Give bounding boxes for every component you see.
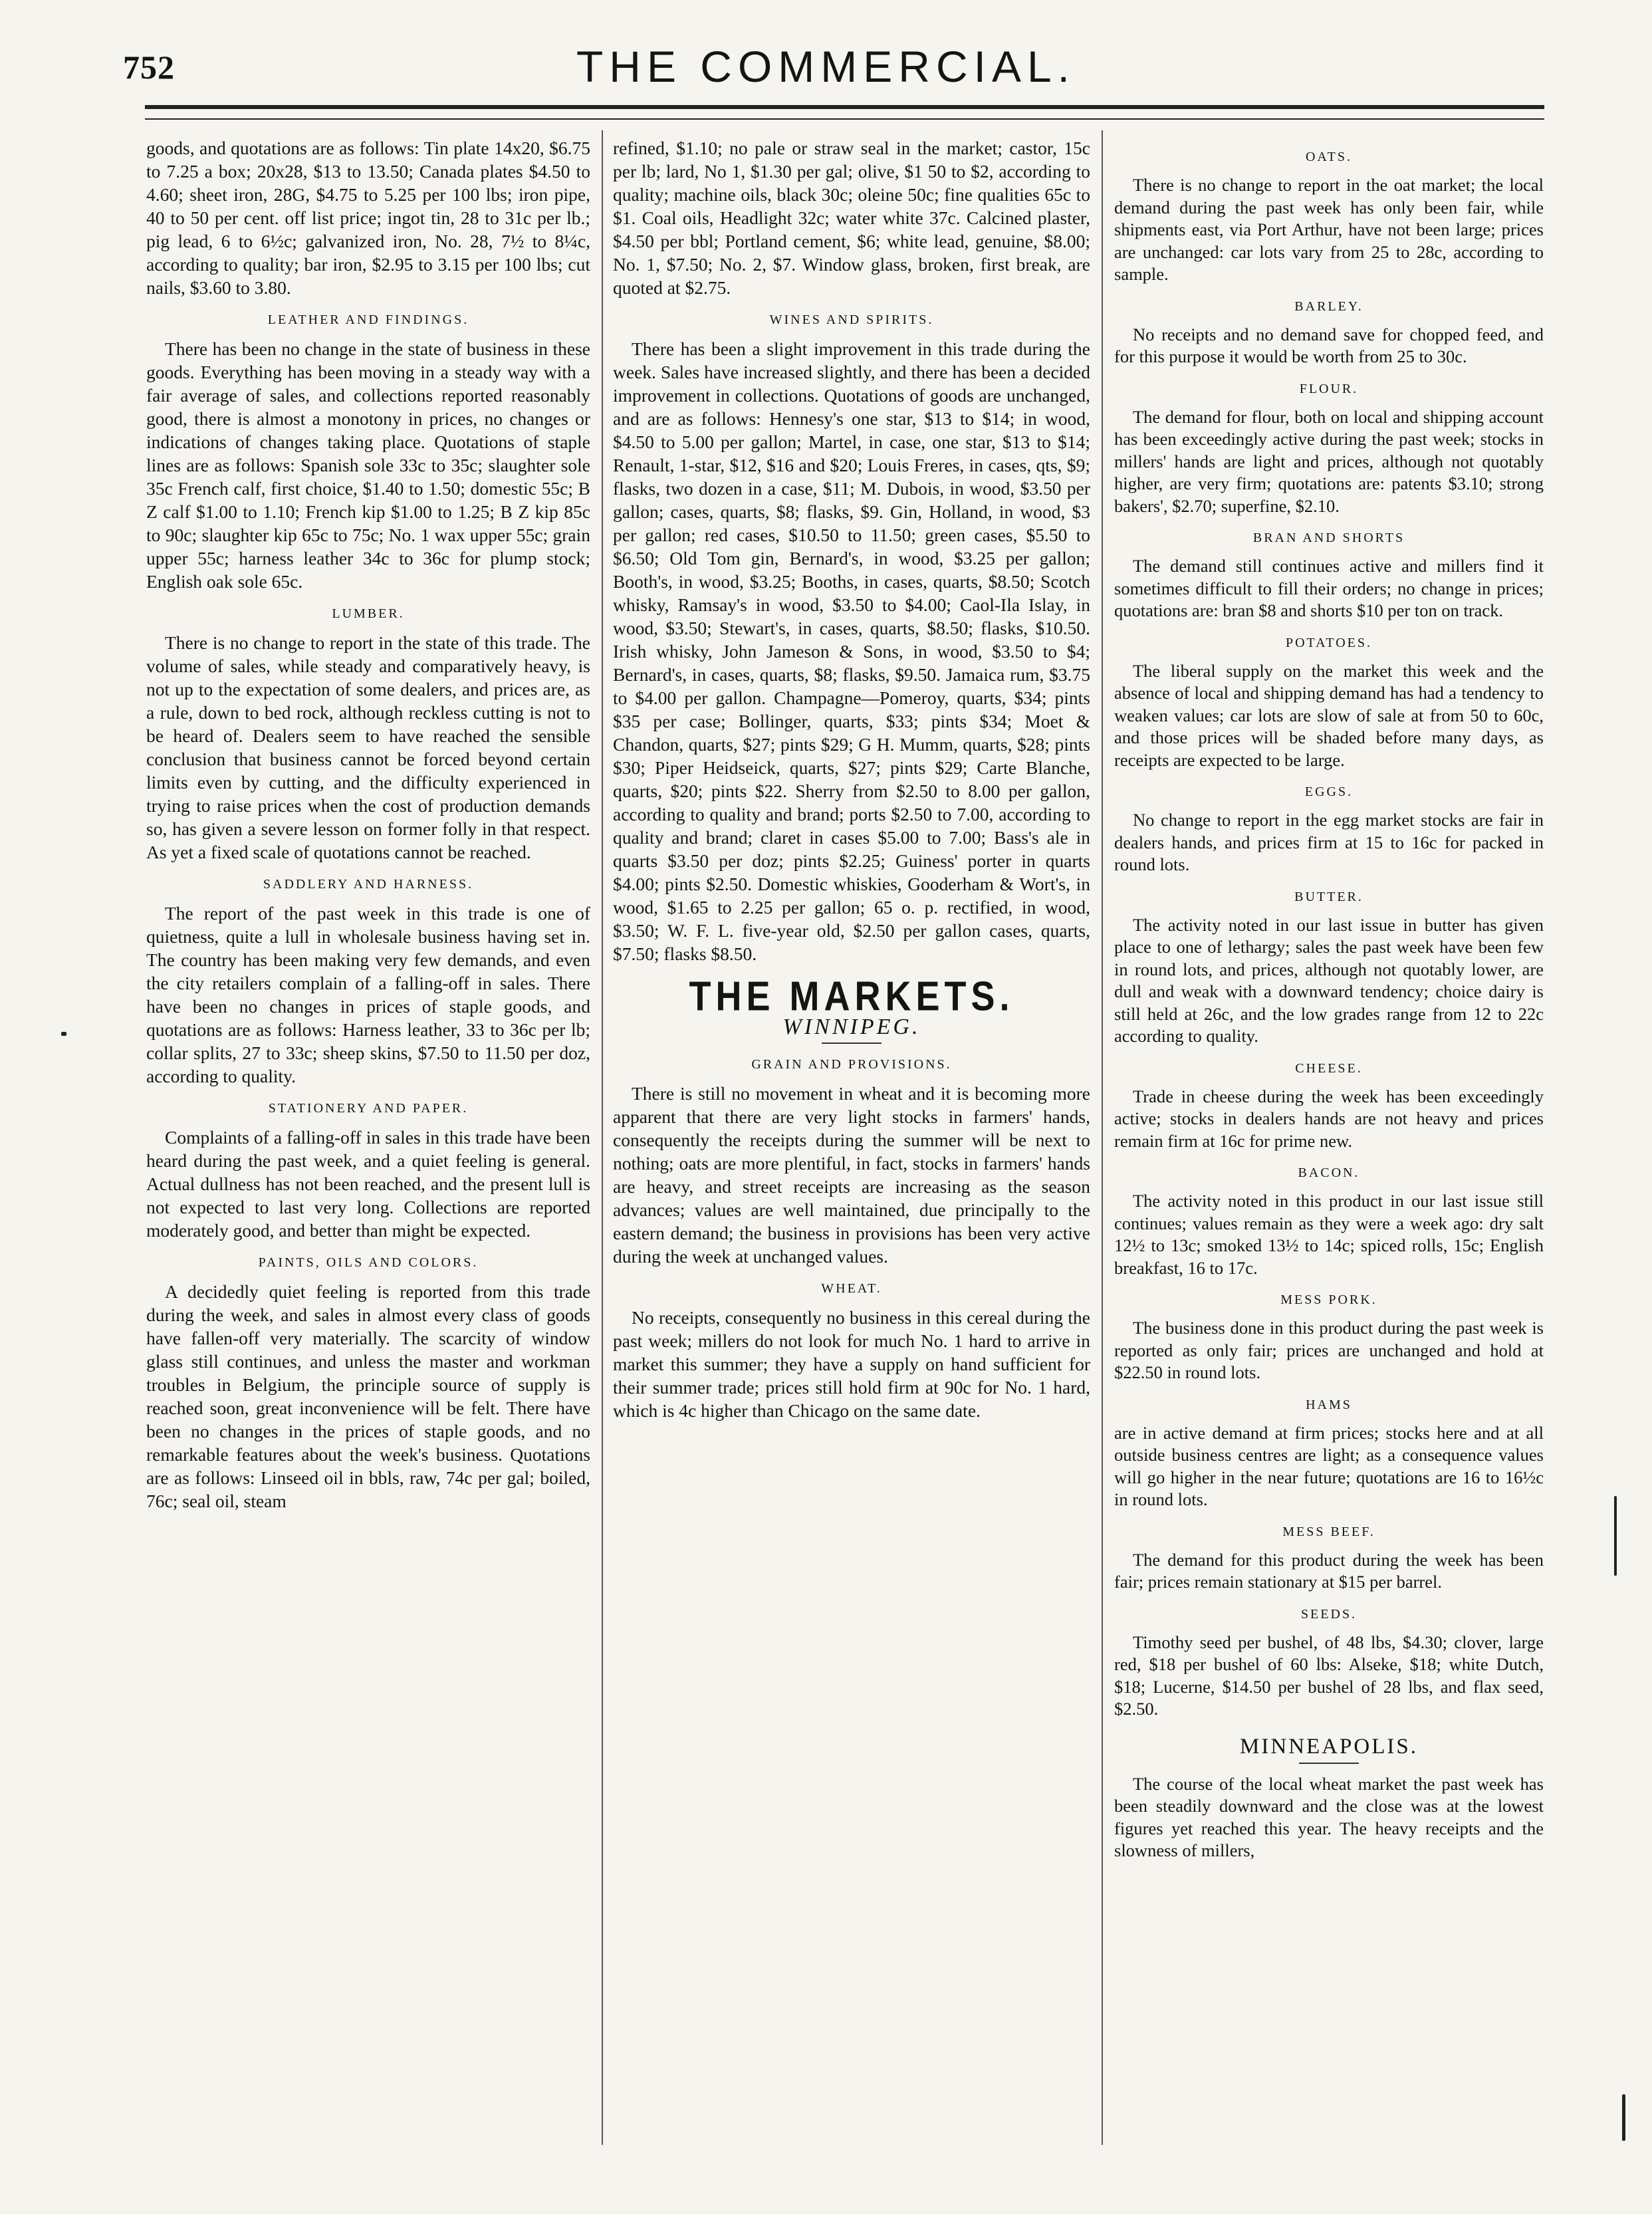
section-heading: FLOUR.	[1299, 381, 1359, 396]
section-heading: BARLEY.	[1294, 299, 1363, 314]
article-paragraph: There has been no change in the state of business in these goods. Everything has been moving in a steady way with a fair average of sales, and collections reported reasonably good, there is almost a monotony in prices, no changes or indications of changes taking place. Quotations of staple lines are as follows: Spanish sole 33c to 35c; slaughter sole 35c French calf, first choice, $1.40 to 1.50; domestic 55c; B Z calf $1.00 to 1.10; French kip $1.00 to 1.25; B Z kip 85c to 90c; slaughter kip 65c to 75c; No. 1 wax upper 55c; grain upper 55c; harness leather 34c to 36c for plump stock; English oak sole 65c.	[146, 338, 590, 592]
article-paragraph: There is no change to report in the oat market; the local demand during the past week has only been fair, while shipments east, via Port Arthur, have not been large; prices are unchanged: car lots vary from 25 to 28c, according to sample.	[1114, 175, 1544, 284]
article-paragraph: The demand still continues active and millers find it sometimes difficult to fill their orders; no change in prices; quotations are: bran $8 and shorts $10 per ton on track.	[1114, 556, 1544, 620]
section-heading: BRAN AND SHORTS	[1252, 531, 1405, 545]
section-heading: BACON.	[1298, 1166, 1360, 1180]
section-heading: PAINTS, OILS AND COLORS.	[258, 1255, 479, 1270]
article-paragraph: The activity noted in this product in our last issue still continues; values remain as they were a week ago: dry salt 12½ to 13c; smoked 13½ to 14c; spiced rolls, 15c; English breakfast, 16 to 17c.	[1114, 1191, 1544, 1278]
column-right	[1114, 136, 1544, 2171]
column-divider	[602, 130, 603, 2145]
article-paragraph: The demand for this product during the week has been fair; prices remain stationary at $15 per barrel.	[1114, 1549, 1544, 1592]
ink-mark	[1614, 1496, 1617, 1576]
section-heading: SADDLERY AND HARNESS.	[263, 877, 474, 892]
markets-title: THE MARKETS.	[689, 973, 1014, 1020]
article-paragraph: No receipts, consequently no business in this cereal during the past week; millers do not look for much No. 1 hard to arrive in market this summer; they have a supply on hand sufficient for their summer trade; prices still hold firm at 90c for No. 1 hard, which is 4c higher than Chicago on the same date.	[613, 1307, 1090, 1421]
section-heading: BUTTER.	[1294, 889, 1363, 904]
article-paragraph: are in active demand at firm prices; stocks here and at all outside business centres are light; as a consequence values will go higher in the near future; quotations are 16 to 16½c in round lots.	[1114, 1422, 1544, 1509]
section-heading: POTATOES.	[1285, 635, 1373, 650]
publication-title: THE COMMERCIAL.	[576, 42, 1076, 91]
article-paragraph: Timothy seed per bushel, of 48 lbs, $4.30; clover, large red, $18 per bushel of 60 lbs: Alseke, $18; white Dutch, $18; Lucerne, $14.50 per bushel of 28 lbs, and flax seed, $2.50.	[1114, 1632, 1544, 1719]
article-paragraph: The business done in this product during the past week is reported as only fair; prices are unchanged and hold at $22.50 in round lots.	[1114, 1318, 1544, 1382]
article-paragraph: There is no change to report in the state of this trade. The volume of sales, while steady and comparatively heavy, is not up to the expectation of some dealers, and prices are, as a rule, down to bed rock, although reckless cutting is not to be heard of. Dealers seem to have reached the sensible conclusion that business cannot be forced beyond certain limits even by cutting, and the difficulty experienced in trying to raise prices when the cost of production demands so, has given a severe lesson on former folly in that respect. As yet a fixed scale of quotations cannot be reached.	[146, 632, 590, 862]
section-heading: WHEAT.	[821, 1281, 882, 1296]
section-heading: CHEESE.	[1295, 1060, 1363, 1076]
column-divider	[1102, 130, 1103, 2145]
article-paragraph: There has been a slight improvement in this trade during the week. Sales have increased slightly, and there has been a decided improvement in collections. Quotations of goods are unchanged, and are as follows: Hennesy's one star, $13 to $14; in wood, $4.50 to 5.00 per gallon; Martel, in case, one star, $13 to $14; Renault, 1-star, $12, $16 and $20; Louis Freres, in cases, qts, $9; flasks, two dozen in a case, $11; M. Dubois, in wood, $3.50 per gallon; cases, quarts, $8; flasks, $9. Gin, Holland, in wood, $3 per gallon; red cases, $10.50 to 11.50; green cases, $5.50 to $6.50; Old Tom gin, Bernard's, in wood, $3.25 per gallon; Booth's, in wood, $3.25; Booths, in cases, quarts, $8.50; Scotch whisky, Ramsay's in wood, $3.50 to $4.00; Caol-Ila Islay, in wood, $3.50; Stewart's, in cases, quarts, $8.50; flasks, $10.50. Irish whisky, John Jameson & Sons, in wood, $3.50 to $4; Bernard's, in cases, quarts, $8; flasks, $9.50. Jamaica rum, $3.75 to $4.00 per gallon. Champagne—Pomeroy, quarts, $34; pints $35 per case; Bollinger, quarts, $33; pints $34; Moet & Chandon, quarts, $27; pints $29; G H. Mumm, quarts, $28; pints $30; Piper Heidseick, quarts, $27; pints $29; Carte Blanche, quarts, $20; pints $22. Sherry from $2.50 to 8.00 per gallon, according to quality and brand; ports $2.50 to 7.00, according to quality and brand; claret in cases $5.00 to 7.00; Bass's ale in quarts $3.50 per doz; pints $2.25; Guiness' porter in quarts $4.00; pints $2.50. Domestic whiskies, Gooderham & Wort's, in wood, $1.65 to 2.25 per gallon; 65 o. p. rectified, in wood, $3.50; W. F. L. five-year old, $2.50 per gallon cases, quarts, $7.50; flasks $8.50.	[613, 338, 1090, 964]
article-paragraph: The liberal supply on the market this week and the absence of local and shipping demand has had a tendency to weaken values; car lots are slow of sale at from 50 to 60c, and those prices will be shaded before many days, as receipts are expected to be large.	[1114, 660, 1544, 770]
column-middle	[613, 136, 1090, 2171]
article-paragraph: No receipts and no demand save for chopped feed, and for this purpose it would be worth from 25 to 30c.	[1114, 324, 1544, 366]
section-heading: OATS.	[1305, 150, 1352, 164]
column-left	[146, 136, 590, 2171]
section-heading: MESS BEEF.	[1282, 1524, 1375, 1539]
city-title-winnipeg: WINNIPEG.	[782, 1015, 921, 1039]
article-paragraph: There is still no movement in wheat and it is becoming more apparent that there are very light stocks in farmers' hands, consequently the receipts during the summer will be next to nothing; oats are more plentiful, in fact, stocks in farmers' hands are heavy, and street receipts are increasing as the season advances; values are well maintained, due principally to the eastern demand; the business in provisions has been very active during the week at unchanged values.	[613, 1083, 1090, 1267]
article-paragraph: refined, $1.10; no pale or straw seal in the market; castor, 15c per lb; lard, No 1, $1.30 per gal; olive, $1 50 to $2, according to quality; machine oils, black 30c; oleine 50c; fine qualities 65c to $1. Coal oils, Headlight 32c; water white 37c. Calcined plaster, $4.50 per bbl; Portland cement, $6; white lead, genuine, $8.00; No. 1, $7.50; No. 2, $7. Window glass, broken, first break, are quoted at $2.75.	[613, 138, 1090, 298]
article-paragraph: Complaints of a falling-off in sales in this trade have been heard during the past week, and a quiet feeling is general. Actual dullness has not been reached, and the present lull is not expected to last very long. Collections are reported moderately good, and better than might be expected.	[146, 1127, 590, 1241]
article-paragraph: goods, and quotations are as follows: Tin plate 14x20, $6.75 to 7.25 a box; 20x28, $13 to 13.50; Canada plates $4.50 to 4.60; sheet iron, 28G, $4.75 to 5.25 per 100 lbs; iron pipe, 40 to 50 per cent. off list price; ingot tin, 28 to 31c per lb.; pig lead, 6 to 6½c; galvanized iron, No. 28, 7½ to 8¼c, according to quality; bar iron, $2.95 to 3.15 per 100 lbs; cut nails, $3.60 to 3.80.	[146, 138, 590, 298]
divider	[822, 1043, 882, 1044]
page-number: 752	[123, 49, 175, 86]
ink-mark	[1622, 2094, 1625, 2141]
divider	[1299, 1763, 1359, 1764]
section-heading: GRAIN AND PROVISIONS.	[751, 1057, 952, 1072]
article-paragraph: The activity noted in our last issue in butter has given place to one of lethargy; sales the past week have been few in round lots, and prices, although not quotably lower, are dull and weak with a downward tendency; choice dairy is still held at 26c, and the low grades range from 12 to 22c according to quality.	[1114, 914, 1544, 1046]
section-heading: EGGS.	[1304, 785, 1354, 799]
city-title-minneapolis: MINNEAPOLIS.	[1240, 1734, 1418, 1759]
header-rule-thin	[145, 118, 1544, 120]
header-rule-thick	[145, 105, 1544, 109]
section-heading: LEATHER AND FINDINGS.	[267, 312, 469, 327]
article-paragraph: The report of the past week in this trade is one of quietness, quite a lull in wholesale business having set in. The country has been making very few demands, and even the city retailers complain of a falling-off in sales. There have been no changes in prices of staple goods, and quotations are as follows: Harness leather, 33 to 36c per lb; collar splits, 27 to 33c; sheep skins, $7.50 to 11.50 per doz, according to quality.	[146, 903, 590, 1086]
section-heading: LUMBER.	[332, 606, 405, 621]
section-heading: MESS PORK.	[1280, 1292, 1377, 1307]
article-paragraph: No change to report in the egg market stocks are fair in dealers hands, and prices firm at 15 to 16c for packed in round lots.	[1114, 810, 1544, 874]
section-heading: WINES AND SPIRITS.	[769, 312, 934, 327]
article-paragraph: Trade in cheese during the week has been exceedingly active; stocks in dealers hands are not heavy and prices remain firm at 16c for prime new.	[1114, 1086, 1544, 1151]
section-heading: STATIONERY AND PAPER.	[268, 1101, 469, 1116]
section-heading: HAMS	[1306, 1397, 1352, 1412]
section-heading: SEEDS.	[1300, 1606, 1357, 1622]
article-paragraph: A decidedly quiet feeling is reported from this trade during the week, and sales in almost every class of goods have fallen-off very materially. The scarcity of window glass still continues, and unless the master and workman troubles in Belgium, the principle source of supply is reached soon, great inconvenience will be felt. There have been no changes in the prices of staple goods, and no remarkable features about the week's business. Quotations are as follows: Linseed oil in bbls, raw, 74c per gal; boiled, 76c; seal oil, steam	[146, 1281, 590, 1511]
ink-mark	[61, 1032, 66, 1036]
article-paragraph: The demand for flour, both on local and shipping account has been exceedingly active during the past week; stocks in millers' hands are light and prices, although not quotably higher, are very firm; quotations are: patents $3.10; strong bakers', $2.70; superfine, $2.10.	[1114, 406, 1544, 516]
article-paragraph: The course of the local wheat market the past week has been steadily downward and the close was at the lowest figures yet reached this year. The heavy receipts and the slowness of millers,	[1114, 1773, 1544, 1860]
